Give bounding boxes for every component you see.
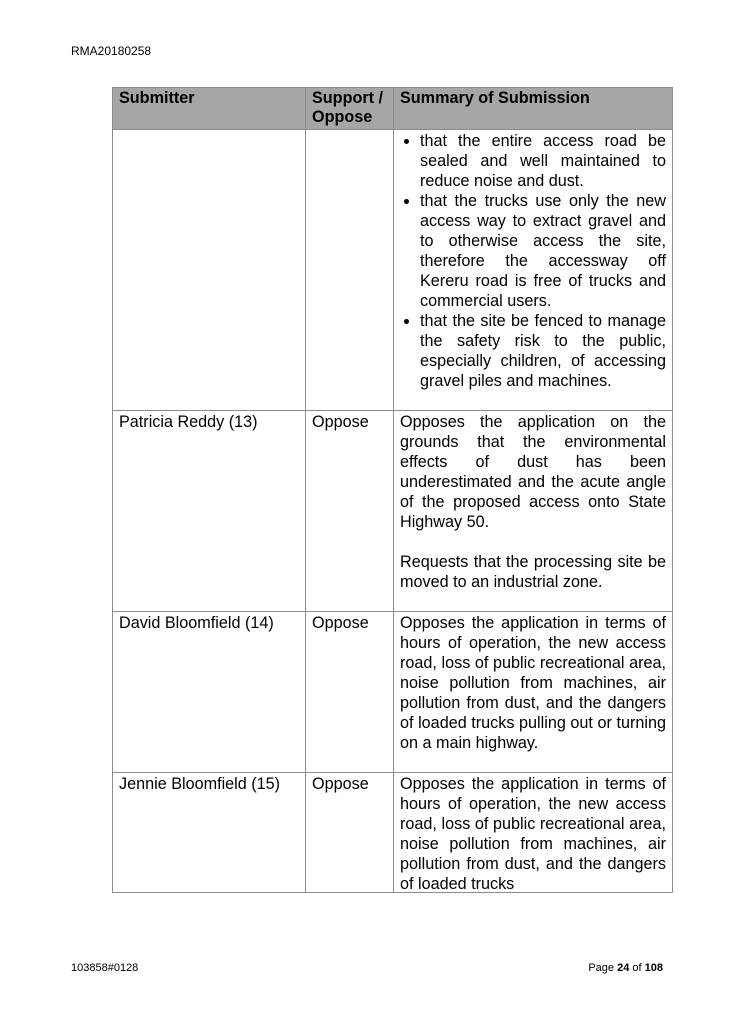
table-header-row bbox=[113, 88, 673, 130]
column-header-submitter: Submitter bbox=[113, 88, 306, 130]
page-number bbox=[588, 962, 663, 974]
summary-paragraph: Requests that the processing site be moved to an industrial zone. bbox=[400, 553, 666, 591]
submitter-cell: Jennie Bloomfield (15) bbox=[113, 773, 306, 893]
summary-bullet: • that the site be fenced to manage the safety risk to the public, especially children, of accessing gravel piles and machines. bbox=[420, 311, 666, 391]
summary-cell bbox=[394, 773, 673, 893]
summary-bullet-list bbox=[400, 131, 666, 391]
summary-bullet: • that the entire access road be sealed and well maintained to reduce noise and dust. bbox=[420, 131, 666, 191]
page-current: 24 bbox=[617, 962, 630, 974]
footer-document-id: 103858#0128 bbox=[71, 962, 139, 974]
summary-bullet: • that the trucks use only the new access way to extract gravel and to otherwise access the site, therefore the accessway off Kereru road is free of trucks and commercial users. bbox=[420, 191, 666, 311]
position-cell: Oppose bbox=[306, 612, 394, 773]
position-cell bbox=[306, 130, 394, 411]
submitter-cell: David Bloomfield (14) bbox=[113, 612, 306, 773]
summary-paragraph: Opposes the application on the grounds that the environmental effects of dust has been underestimated and the acute angle of the proposed access onto State Highway 50. bbox=[400, 413, 666, 531]
submitter-cell bbox=[113, 130, 306, 411]
summary-continued-clip bbox=[400, 774, 666, 893]
summary-paragraph: Opposes the application in terms of hours of operation, the new access road, loss of public recreational area, noise pollution from machines, air pollution from dust, and the dangers of loaded trucks bbox=[400, 775, 666, 893]
table-row bbox=[113, 130, 673, 411]
column-header-support-oppose: Support / Oppose bbox=[306, 88, 394, 130]
table-row bbox=[113, 612, 673, 773]
position-cell: Oppose bbox=[306, 411, 394, 612]
table-row bbox=[113, 411, 673, 612]
summary-cell bbox=[394, 411, 673, 612]
summary-cell bbox=[394, 612, 673, 773]
summary-cell bbox=[394, 130, 673, 411]
page-label: Page bbox=[588, 962, 615, 974]
page-total: 108 bbox=[644, 962, 663, 974]
summary-paragraph: Opposes the application in terms of hours of operation, the new access road, loss of public recreational area, noise pollution from machines, air pollution from dust, and the dangers of loaded trucks pulling out or turning on a main highway. bbox=[400, 614, 666, 752]
submitter-cell: Patricia Reddy (13) bbox=[113, 411, 306, 612]
table-row bbox=[113, 773, 673, 893]
submissions-table bbox=[112, 87, 673, 893]
page-of: of bbox=[632, 962, 642, 974]
document-reference: RMA20180258 bbox=[71, 44, 152, 58]
column-header-summary: Summary of Submission bbox=[394, 88, 673, 130]
position-cell: Oppose bbox=[306, 773, 394, 893]
